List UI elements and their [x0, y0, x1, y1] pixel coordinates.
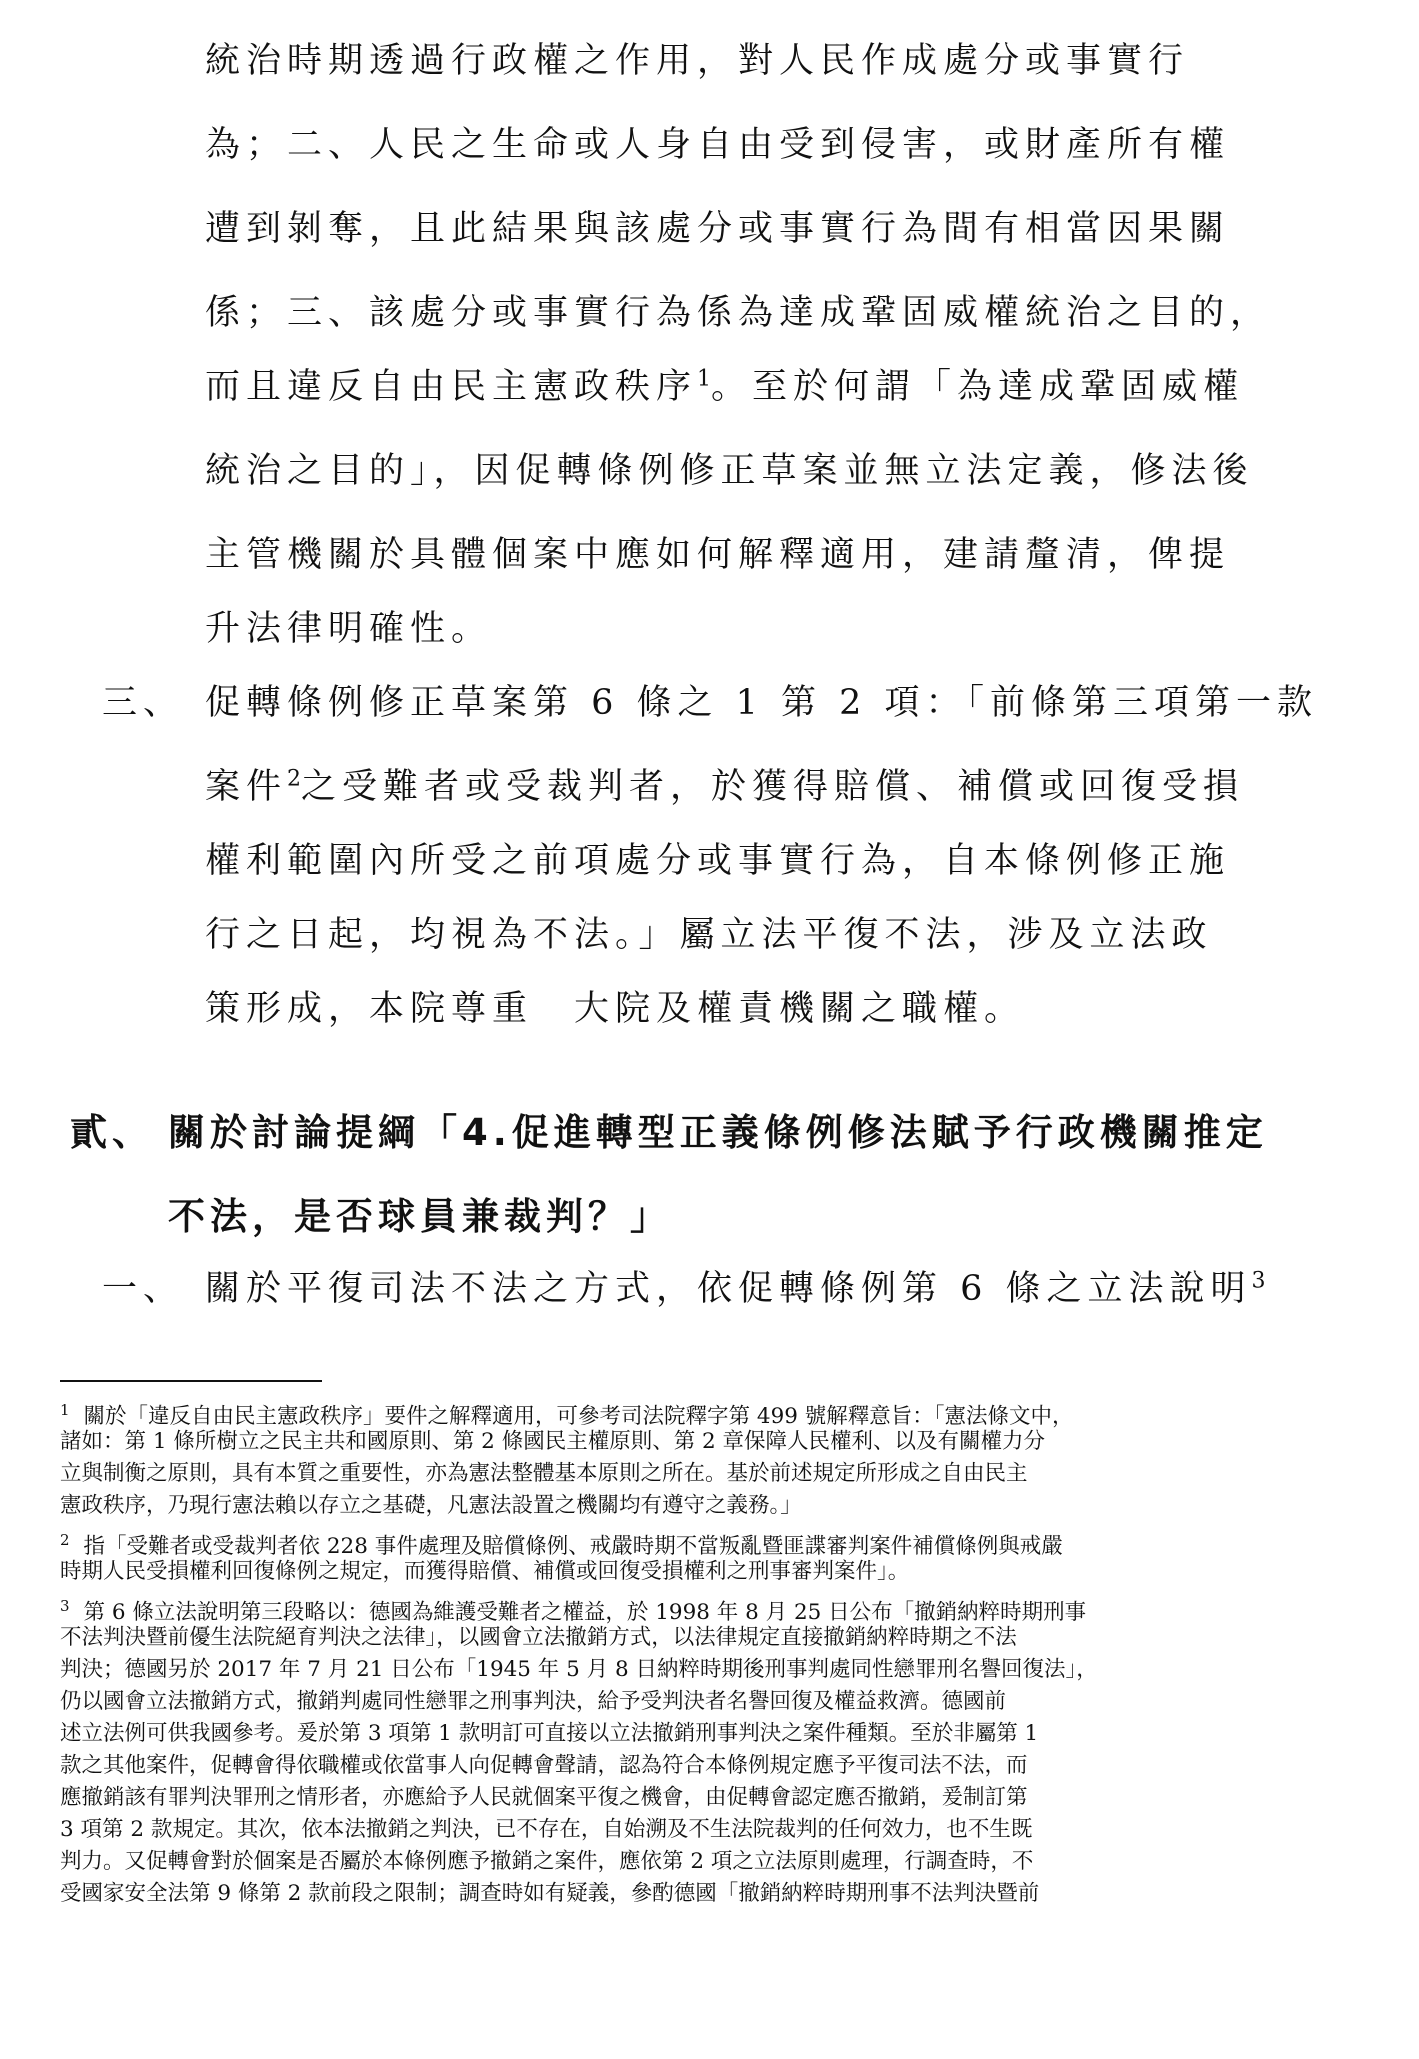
footnote-ref-3[interactable]: 3	[1251, 1268, 1266, 1294]
section-heading: 關於討論提綱「4.促進轉型正義條例修法賦予行政機關推定	[168, 1111, 1268, 1154]
footnote-3-line: 不法判決暨前優生法院絕育判決之法律」，以國會立法撤銷方式，以法律規定直接撤銷納粹時期之不法	[60, 1625, 1017, 1650]
body-text: 關於平復司法不法之方式，依促轉條例第 6 條之立法說明	[205, 1269, 1252, 1309]
body-text: 而且違反自由民主憲政秩序	[205, 367, 698, 407]
body-line: 行之日起，均視為不法。」屬立法平復不法，涉及立法政	[205, 915, 1213, 955]
footnote-divider	[60, 1380, 322, 1382]
footnote-ref-1[interactable]: 1	[697, 366, 712, 392]
footnote-1-line: 憲政秩序，乃現行憲法賴以存立之基礎，凡憲法設置之機關均有遵守之義務。」	[60, 1493, 802, 1518]
footnote-3-line: $^3$ 第 6 條立法說明第三段略以：德國為維護受難者之權益，於 1998 年 8 月 25 日公布「撤銷納粹時期刑事	[60, 1597, 1087, 1626]
footnote-1-line: 立與制衡之原則，具有本質之重要性，亦為憲法整體基本原則之所在。基於前述規定所形成之自由民主	[60, 1461, 1028, 1486]
footnote-3-line: 判力。又促轉會對於個案是否屬於本條例應予撤銷之案件，應依第 2 項之立法原則處理，行調查時，不	[60, 1849, 1034, 1874]
footnote-2-line: $^2$ 指「受難者或受裁判者依 228 事件處理及賠償條例、戒嚴時期不當叛亂暨匪諜審判案件補償條例與戒嚴	[60, 1531, 1063, 1560]
footnote-ref-2[interactable]: 2	[287, 766, 302, 792]
footnote-3-line: 3 項第 2 款規定。其次，依本法撤銷之判決，已不存在，自始溯及不生法院裁判的任何效力，也不生既	[60, 1817, 1033, 1842]
body-line: 策形成，本院尊重 大院及權責機關之職權。	[205, 989, 1026, 1029]
body-line: 促轉條例修正草案第 6 條之 1 第 2 項：「前條第三項第一款	[205, 683, 1319, 723]
footnote-3-line: 述立法例可供我國參考。爰於第 3 項第 1 款明訂可直接以立法撤銷刑事判決之案件種類。至於非屬第 1	[60, 1721, 1039, 1746]
body-line: 統治時期透過行政權之作用，對人民作成處分或事實行	[205, 41, 1190, 81]
body-line: 為；二、人民之生命或人身自由受到侵害，或財產所有權	[205, 125, 1231, 165]
section-marker: 貳、	[70, 1111, 154, 1154]
footnote-mark: 3	[60, 1597, 70, 1615]
footnote-3-line: 應撤銷該有罪判決罪刑之情形者，亦應給予人民就個案平復之機會，由促轉會認定應否撤銷，爰制訂第	[60, 1785, 1028, 1810]
footnote-3-line: 受國家安全法第 9 條第 2 款前段之限制；調查時如有疑義，參酌德國「撤銷納粹時期刑事不法判決暨前	[60, 1881, 1040, 1906]
item-marker: 三、	[102, 683, 185, 723]
footnote-3-line: 款之其他案件，促轉會得依職權或依當事人向促轉會聲請，認為符合本條例規定應予平復司法不法，而	[60, 1753, 1028, 1778]
body-line: 係；三、該處分或事實行為係為達成鞏固威權統治之目的，	[205, 293, 1272, 333]
body-line	[205, 762, 1244, 812]
body-text: 之受難者或受裁判者，於獲得賠償、補償或回復受損	[301, 767, 1245, 807]
body-line: 遭到剝奪，且此結果與該處分或事實行為間有相當因果關	[205, 209, 1231, 249]
body-line: 權利範圍內所受之前項處分或事實行為，自本條例修正施	[205, 841, 1231, 881]
body-text: 案件	[205, 767, 288, 807]
footnote-mark: 1	[60, 1401, 70, 1419]
footnote-3-line: 判決；德國另於 2017 年 7 月 21 日公布「1945 年 5 月 8 日納粹時期後刑事判處同性戀罪刑名譽回復法」，	[60, 1657, 1098, 1682]
body-line: 主管機關於具體個案中應如何解釋適用，建請釐清，俾提	[205, 535, 1231, 575]
body-text: 。至於何謂「為達成鞏固威權	[711, 367, 1245, 407]
footnote-mark: 2	[60, 1531, 70, 1549]
footnote-2-line: 時期人民受損權利回復條例之規定，而獲得賠償、補償或回復受損權利之刑事審判案件」。	[60, 1559, 910, 1584]
footnote-3-line: 仍以國會立法撤銷方式，撤銷判處同性戀罪之刑事判決，給予受判決者名譽回復及權益救濟。德國前	[60, 1689, 1007, 1714]
body-line: 升法律明確性。	[205, 609, 493, 649]
section-heading: 不法，是否球員兼裁判？」	[168, 1195, 672, 1238]
footnote-1-line: 諸如：第 1 條所樹立之民主共和國原則、第 2 條國民主權原則、第 2 章保障人民權利、以及有關權力分	[60, 1429, 1046, 1454]
body-line	[205, 362, 1244, 412]
footnote-1-line: $^1$ 關於「違反自由民主憲政秩序」要件之解釋適用，可參考司法院釋字第 499 號解釋意旨：「憲法條文中，	[60, 1401, 1074, 1430]
body-line: 統治之目的」，因促轉條例修正草案並無立法定義，修法後	[205, 451, 1254, 491]
body-line	[205, 1264, 1266, 1314]
item-marker: 一、	[102, 1269, 185, 1309]
